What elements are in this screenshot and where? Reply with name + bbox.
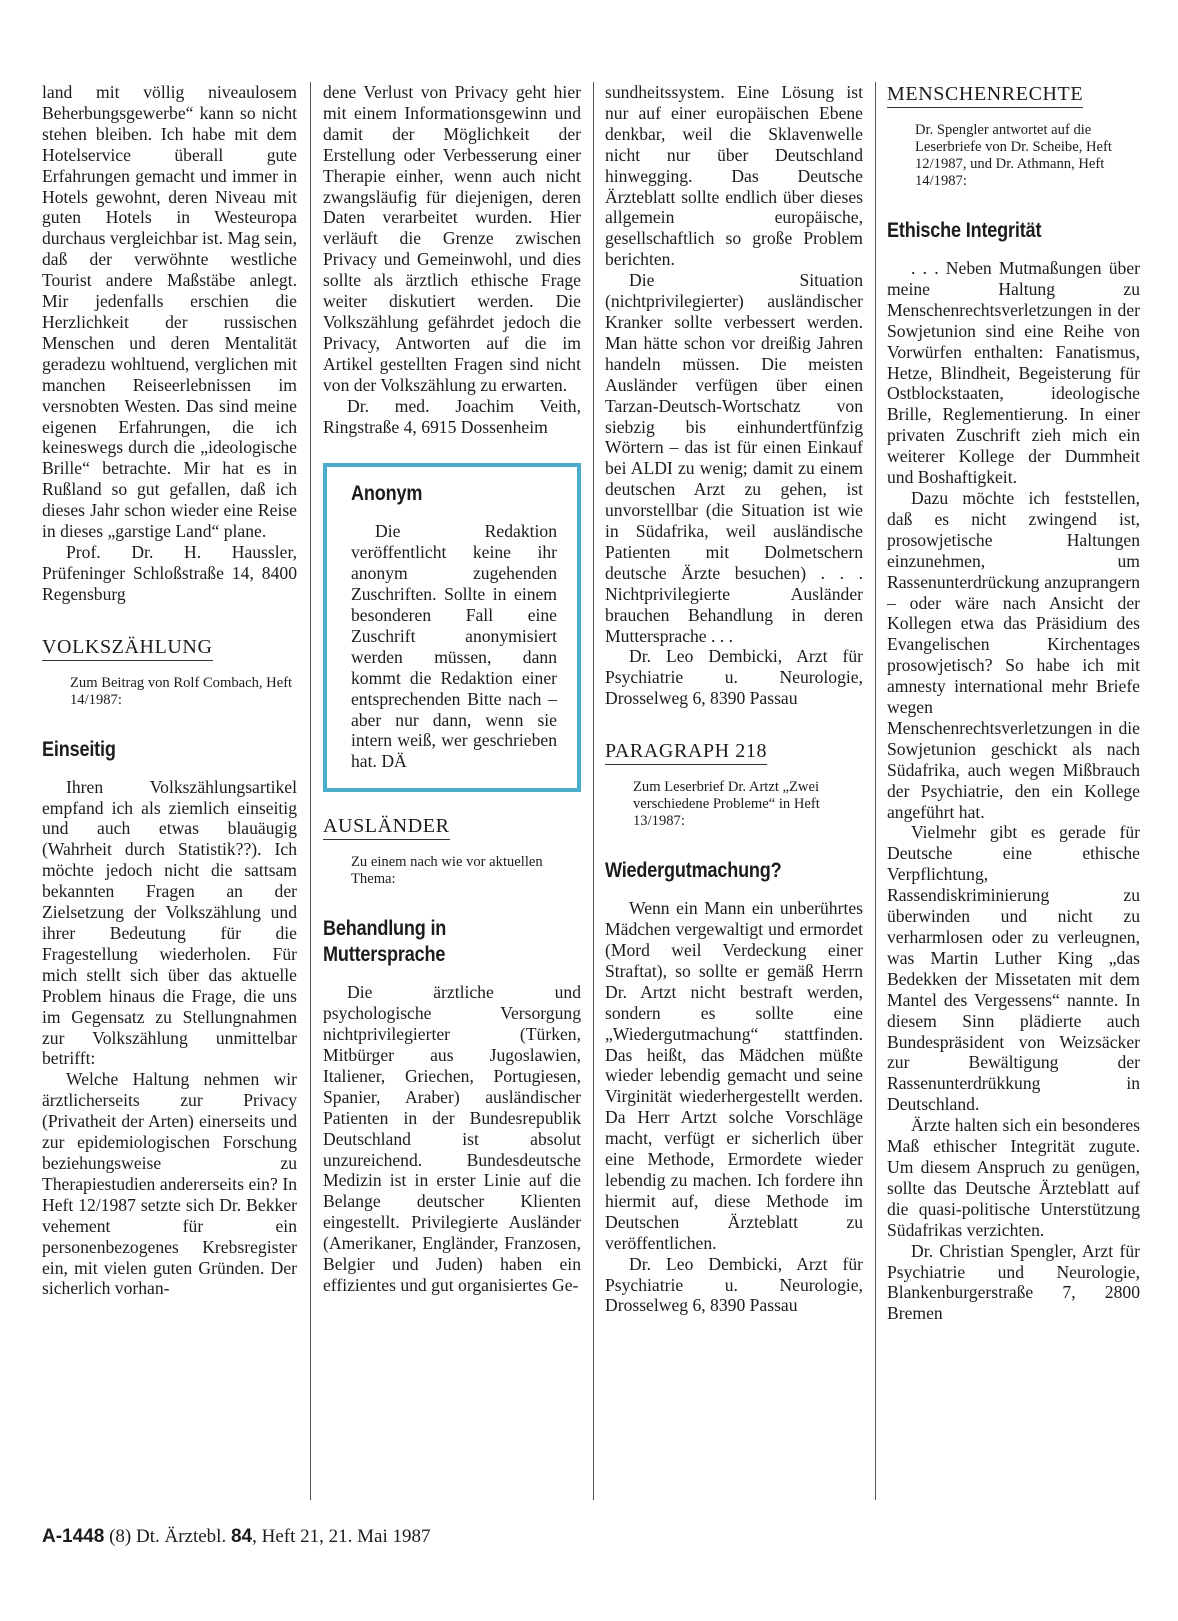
letter-body: Wenn ein Mann ein unberührtes Mädchen vergewaltigt und ermordet (Mord weil Verdeckung einer Straftat), so sollte er gemäß Herrn Dr. Artzt nicht bestraft werden, sondern es sollte eine „Wiedergutmachung“ stattfinden. Das heißt, das Mädchen müßte wieder lebendig gemacht und seine Virginität wiederhergestellt werden. Da Herr Artzt solche Vorschläge macht, verfügt er sicherlich über eine Methode, Ermordete wieder lebendig zu machen. Ich fordere ihn hiermit auf, diese Methode im Deutschen Ärzteblatt zu veröffentlichen. bbox=[605, 898, 863, 1253]
journal-name: Dt. Ärztebl. bbox=[135, 1526, 227, 1547]
letter-body: dene Verlust von Privacy geht hier mit einem Informationsgewinn und damit der Möglichkeit der Erstellung oder Verbesserung einer Therapie einher, wenn auch nicht zwangsläufig für diejenigen, deren Daten verarbeitet wurden. Hier verläuft die Grenze zwischen Privacy und Gemeinwohl, und dies sollte als ärztlich ethische Frage weiter diskutiert werden. Die Volkszählung gefährdet jedoch die Privacy, Antworten auf die im Artikel gestellten Fragen sind nicht von der Volkszählung zu erwarten. bbox=[323, 82, 581, 395]
page-footer bbox=[42, 1526, 430, 1548]
issue-info: , Heft 21, 21. Mai 1987 bbox=[252, 1526, 431, 1547]
section-heading: PARAGRAPH 218 bbox=[605, 739, 767, 765]
column-4 bbox=[887, 82, 1140, 1324]
letter-body: land mit völlig niveaulosem Beherbungsgewerbe“ kann so nicht stehen bleiben. Ich habe mit dem Hotelservice überall gute Erfahrungen gemacht und immer in Hotels gewohnt, deren Niveau mit guten Hotels in Westeuropa durchaus vergleichbar ist. Mag sein, daß der verwöhnte westliche Tourist andere Maßstäbe anlegt. Mir jedenfalls erschien die Herzlichkeit der russischen Menschen und deren Mentalität geradezu wohltuend, verglichen mit manchen Reiseerlebnissen im versnobten Westen. Das sind meine eigenen Erfahrungen, die ich keineswegs durch die „ideologische Brille“ betrachte. Mir hat es in Rußland so gut gefallen, daß ich dieses Jahr schon wieder eine Reise in dieses „garstige Land“ plane. bbox=[42, 82, 297, 542]
letter-body: Die Situation (nichtprivilegierter) ausländischer Kranker sollte verbessert werden. Man hätte schon vor dreißig Jahren handeln müssen. Die meisten Ausländer verfügen über einen Tarzan-Deutsch-Wortschatz von siebzig bis einhundertfünfzig Wörtern – das ist für einen Einkauf bei ALDI zu wenig; damit zu einem deutschen Arzt zu gehen, ist unvorstellbar (die Situation ist wie in Südafrika, weil ausländische Patienten mit Dolmetschern deutsche Ärzte besuchen) . . . Nichtprivilegierte Ausländer brauchen Behandlung in deren Muttersprache . . . bbox=[605, 270, 863, 646]
column-1 bbox=[42, 82, 297, 1299]
letter-headline: Einseitig bbox=[42, 737, 116, 761]
letter-body: Die ärztliche und psychologische Versorgung nichtprivilegierter (Türken, Mitbürger aus Jugoslawien, Italiener, Griechen, Portugiesen, Spanier, Araber) ausländischer Patienten in der Bundesrepublik Deutschland ist absolut unzureichend. Bundesdeutsche Medizin ist in erster Linie auf die Belange deutscher Klienten eingestellt. Privilegierte Ausländer (Amerikaner, Engländer, Franzosen, Belgier und Juden) haben ein effizientes und gut organisiertes Ge- bbox=[323, 982, 581, 1295]
notice-title: Anonym bbox=[351, 482, 423, 506]
notice-box bbox=[323, 463, 581, 792]
letter-body: Welche Haltung nehmen wir ärztlicherseits zur Privacy (Privatheit der Arten) einerseits und zur epidemiologischen Forschung beziehungsweise zu Therapiestudien andererseits ein? In Heft 12/1987 setzte sich Dr. Bekker vehement für ein personenbezogenes Krebsregister ein, mit vielen guten Gründen. Der sicherlich vorhan- bbox=[42, 1069, 297, 1299]
column-3 bbox=[605, 82, 863, 1316]
letter-intro: Zum Beitrag von Rolf Combach, Heft 14/1987: bbox=[70, 674, 293, 708]
letter-headline: Ethische Integrität bbox=[887, 219, 1042, 242]
letter-signature: Dr. Leo Dembicki, Arzt für Psychiatrie u. Neurologie, Drosselweg 6, 8390 Passau bbox=[605, 646, 863, 709]
letter-body: . . . Neben Mutmaßungen über meine Haltung zu Menschenrechtsverletzungen in der Sowjetunion sind eine Reihe von Vorwürfen enthalten: Fanatismus, Hetze, Blindheit, Begeisterung für Ostblockstaaten, ideologische Brille, Reglementierung. In einer privaten Zuschrift zieh mich ein weiterer Kollege der Dummheit und Boshaftigkeit. bbox=[887, 258, 1140, 488]
journal-volume: 84 bbox=[230, 1526, 253, 1547]
letter-body: Ärzte halten sich ein besonderes Maß ethischer Integrität zugute. Um diesem Anspruch zu genügen, sollte das Deutsche Ärzteblatt auf die quasi-politische Unterstützung Südafrikas verzichten. bbox=[887, 1115, 1140, 1240]
page-ref: (8) bbox=[109, 1526, 132, 1547]
column-rule bbox=[310, 82, 311, 1500]
column-2 bbox=[323, 82, 581, 1296]
column-rule bbox=[593, 82, 594, 1500]
column-rule bbox=[875, 82, 876, 1500]
letter-signature: Dr. Christian Spengler, Arzt für Psychiatrie und Neurologie, Blankenburgerstraße 7, 2800 Bremen bbox=[887, 1240, 1140, 1324]
letter-signature: Dr. med. Joachim Veith, Ringstraße 4, 6915 Dossenheim bbox=[323, 395, 581, 437]
letter-body: Dazu möchte ich feststellen, daß es nicht zwingend ist, prosowjetische Haltungen einzunehmen, um Rassenunterdrückung anzuprangern – oder wäre nach Ansicht der Kollegen etwa das Präsidium des Evangelischen Kirchentages prosowjetisch? So habe ich mit amnesty international mehr Briefe wegen Menschenrechtsverletzungen in die Sowjetunion geschickt als nach Südafrika, auch wegen Mißbrauch der Psychiatrie, den ein Kollege angeführt hat. bbox=[887, 487, 1140, 822]
letter-signature: Prof. Dr. H. Haussler, Prüfeninger Schloßstraße 14, 8400 Regensburg bbox=[42, 541, 297, 604]
letter-headline: Behandlung in Muttersprache bbox=[323, 917, 447, 967]
notice-signature: DÄ bbox=[381, 751, 407, 772]
page-number: A-1448 bbox=[42, 1526, 105, 1547]
letter-headline: Wiedergutmachung? bbox=[605, 859, 782, 883]
section-heading: AUSLÄNDER bbox=[323, 814, 450, 840]
section-heading: VOLKSZÄHLUNG bbox=[42, 635, 213, 661]
letter-intro: Zum Leserbrief Dr. Artzt „Zwei verschiedene Probleme“ in Heft 13/1987: bbox=[633, 779, 820, 830]
letter-body: Ihren Volkszählungsartikel empfand ich als ziemlich einseitig und auch etwas blauäugig (Wahrheit durch Statistik??). Ich möchte jedoch nicht die sattsam bekannten Fragen an der Zielsetzung der Volkszählung und ihrer Bedeutung für die Fragestellung wiederholen. Für mich stellt sich über das aktuelle Problem hinaus die Frage, die uns im Gegensatz zu Stellungnahmen zur Volkszählung unmittelbar betrifft: bbox=[42, 776, 297, 1069]
letter-intro: Zu einem nach wie vor aktuellen Thema: bbox=[351, 854, 543, 888]
letter-signature: Dr. Leo Dembicki, Arzt für Psychiatrie u. Neurologie, Drosselweg 6, 8390 Passau bbox=[605, 1253, 863, 1316]
letter-intro: Dr. Spengler antwortet auf die Leserbriefe von Dr. Scheibe, Heft 12/1987, und Dr. Athmann, Heft 14/1987: bbox=[915, 122, 1112, 189]
notice-text: Die Redaktion veröffentlicht keine ihr anonym zugehenden Zuschriften. Sollte in einem besonderen Fall eine Zuschrift anonymisiert werden müssen, dann kommt die Redaktion einer entsprechenden Bitte nach – aber nur dann, wenn sie intern weiß, wer geschrieben hat. DÄ bbox=[351, 521, 557, 772]
section-heading: MENSCHENRECHTE bbox=[887, 82, 1083, 108]
letter-body: sundheitssystem. Eine Lösung ist nur auf einer europäischen Ebene denkbar, weil die Sklavenwelle nicht nur über Deutschland hinwegging. Das Deutsche Ärzteblatt sollte endlich über dieses allgemein europäische, gesellschaftlich so große Problem berichten. bbox=[605, 82, 863, 270]
letter-body: Vielmehr gibt es gerade für Deutsche eine ethische Verpflichtung, Rassendiskriminierung zu überwinden und nicht zu verharmlosen oder zu verleugnen, was Martin Luther King „das Bedekken der Missetaten mit dem Mantel des Vergessens“ nannte. In diesem Sinn plädierte auch Bundespräsident von Weizsäcker zur Bewältigung der Rassenunterdrükkung in Deutschland. bbox=[887, 822, 1140, 1115]
